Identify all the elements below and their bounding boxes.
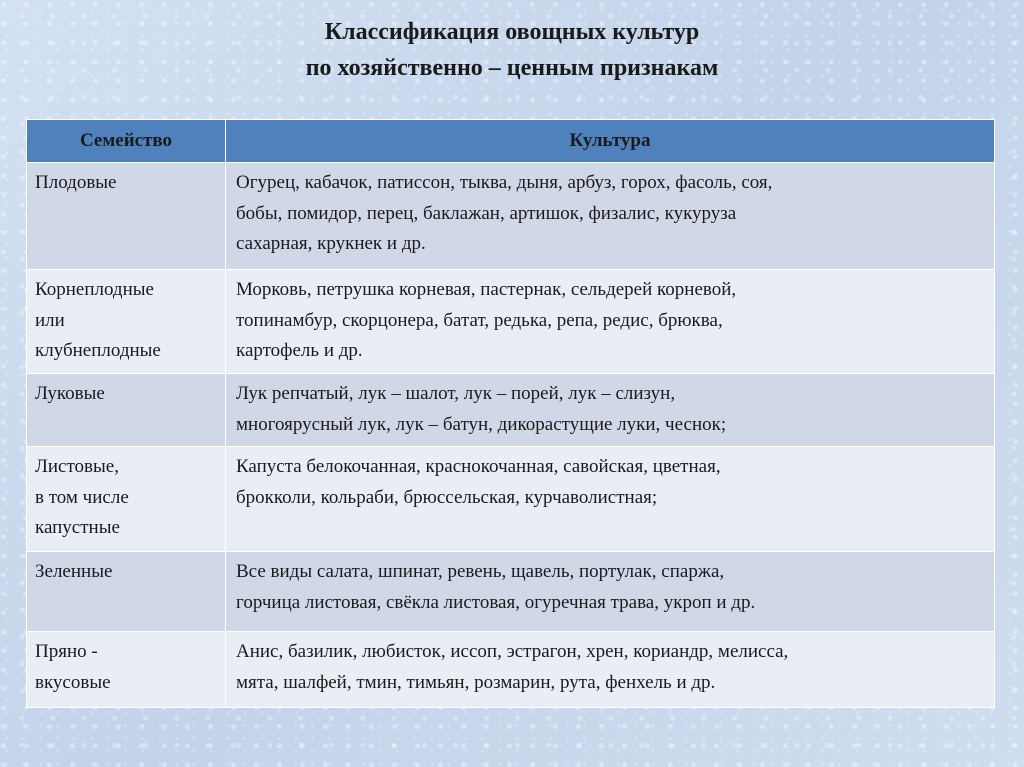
crop-cell [226,270,995,374]
crop-text: многоярусный лук, лук – батун, дикорастущие луки, чеснок; [236,413,727,435]
table-row [27,447,995,552]
table-row [27,374,995,447]
column-header-family: Семейство [27,120,226,163]
family-text: или [35,309,65,331]
slide-title [0,14,1024,86]
table-header-row [27,120,995,163]
classification-table [26,119,995,708]
crop-text: Все виды салата, шпинат, ревень, щавель, портулак, спаржа, [236,561,725,582]
crop-text: сахарная, крукнек и др. [236,233,426,254]
family-text: Зеленные [35,561,113,582]
crop-text: Капуста белокочанная, краснокочанная, савойская, цветная, [236,456,721,477]
column-header-crop: Культура [226,120,995,163]
crop-cell [226,374,995,447]
family-cell [27,374,226,447]
crop-text: картофель и др. [236,340,363,361]
family-text: капустные [35,517,120,538]
crop-text: мята, шалфей, тмин, тимьян, розмарин, рута, фенхель и др. [236,671,716,693]
family-text: Листовые, [35,456,119,477]
crop-cell [226,163,995,270]
family-text: Корнеплодные [35,279,154,300]
crop-text: Анис, базилик, любисток, иссоп, эстрагон, хрен, кориандр, мелисса, [236,641,789,662]
family-cell [27,552,226,632]
title-line-1: Классификация овощных культур [324,19,700,45]
table-row [27,270,995,374]
crop-text: Лук репчатый, лук – шалот, лук – порей, лук – слизун, [236,383,676,404]
crop-cell [226,447,995,552]
crop-cell [226,552,995,632]
family-text: в том числе [35,486,129,508]
family-text: Плодовые [35,172,117,193]
family-cell [27,270,226,374]
family-text: Луковые [35,383,105,404]
family-cell [27,447,226,552]
crop-text: Морковь, петрушка корневая, пастернак, сельдерей корневой, [236,279,737,300]
title-line-2: по хозяйственно – ценным признакам [305,55,719,81]
crop-text: горчица листовая, свёкла листовая, огуречная трава, укроп и др. [236,591,756,613]
crop-text: топинамбур, скорцонера, батат, редька, репа, редис, брюква, [236,309,723,331]
crop-text: бобы, помидор, перец, баклажан, артишок, физалис, кукуруза [236,202,737,224]
crop-cell [226,632,995,708]
crop-text: брокколи, кольраби, брюссельская, курчаволистная; [236,486,658,508]
family-cell [27,163,226,270]
family-cell [27,632,226,708]
family-text: Пряно - [35,641,98,662]
table-row [27,163,995,270]
family-text: вкусовые [35,671,111,693]
crop-text: Огурец, кабачок, патиссон, тыква, дыня, арбуз, горох, фасоль, соя, [236,172,773,193]
table-row [27,632,995,708]
table-row [27,552,995,632]
family-text: клубнеплодные [35,340,161,361]
